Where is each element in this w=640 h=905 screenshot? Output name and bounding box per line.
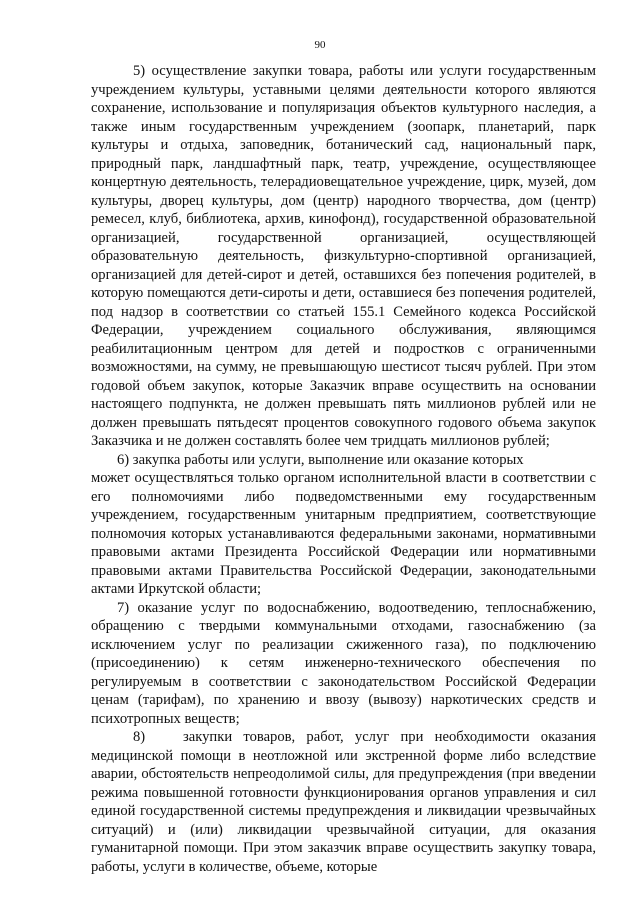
paragraph-item-8-number: 8) bbox=[133, 729, 146, 745]
page-number: 90 bbox=[314, 39, 326, 51]
paragraph-item-6-first-line: 6) закупка работы или услуги, выполнение или оказание которых bbox=[117, 451, 524, 468]
paragraph-item-6: может осуществляться только органом исполнительной власти в соответствии с его полномочиями либо подведомственными ему государственным учреждением, государственным унитарным предприятием, соответствующие полномочия которых устанавливаются федеральными законами, нормативными правовыми актами Президента Российской Федерации или нормативными правовыми актами Правительства Российской Федерации, законодательными актами Иркутской области; bbox=[91, 470, 596, 597]
paragraph-item-8 bbox=[91, 728, 596, 876]
paragraph-item-8-text: закупки товаров, работ, услуг при необходимости оказания медицинской помощи в неотложной или экстренной форме либо вследствие аварии, обстоятельств непреодолимой силы, для предупреждения (при введении режима повышенной готовности функционирования органов управления и сил единой государственной системы предупреждения и ликвидации чрезвычайных ситуаций) и (или) ликвидации чрезвычайной ситуации, для оказания гуманитарной помощи. При этом заказчик вправе осуществить закупку товара, работы, услуги в количестве, объеме, которые bbox=[91, 729, 596, 875]
paragraph-item-7: 7) оказание услуг по водоснабжению, водоотведению, теплоснабжению, обращению с твердыми коммунальными отходами, газоснабжению (за исключением услуг по реализации сжиженного газа), по подключению (присоединению) к сетям инженерно-технического обеспечения по регулируемым в соответствии с законодательством Российской Федерации ценам (тарифам), по хранению и ввозу (вывозу) наркотических средств и психотропных веществ; bbox=[91, 599, 596, 727]
paragraph-item-5: 5) осуществление закупки товара, работы или услуги государственным учреждением культуры, уставными целями деятельности которого являются сохранение, использование и популяризация объектов культурного наследия, а также иным государственным учреждением (зоопарк, планетарий, парк культуры и отдыха, заповедник, ботанический сад, национальный парк, природный парк, ландшафтный парк, театр, учреждение, осуществляющее концертную деятельность, телерадиовещательное учреждение, цирк, музей, дом культуры, дворец культуры, дом (центр) народного творчества, дом (центр) ремесел, клуб, библиотека, архив, кинофонд), государственной образовательной организацией, государственной организацией, осуществляющей образовательную деятельность, физкультурно-спортивной организацией, организацией для детей-сирот и детей, оставшихся без попечения родителей, в которую помещаются дети-сироты и дети, оставшиеся без попечения родителей, под надзор в соответствии со статьей 155.1 Семейного кодекса Российской Федерации, учреждением социального обслуживания, являющимся реабилитационным центром для детей и подростков с ограниченными возможностями, на сумму, не превышающую шестисот тысяч рублей. При этом годовой объем закупок, которые Заказчик вправе осуществить на основании настоящего подпункта, не должен превышать пять миллионов рублей или не должен превышать пятьдесят процентов совокупного годового объема закупок Заказчика и не должен составлять более чем тридцать миллионов рублей; bbox=[91, 63, 596, 449]
document-body bbox=[91, 62, 596, 876]
